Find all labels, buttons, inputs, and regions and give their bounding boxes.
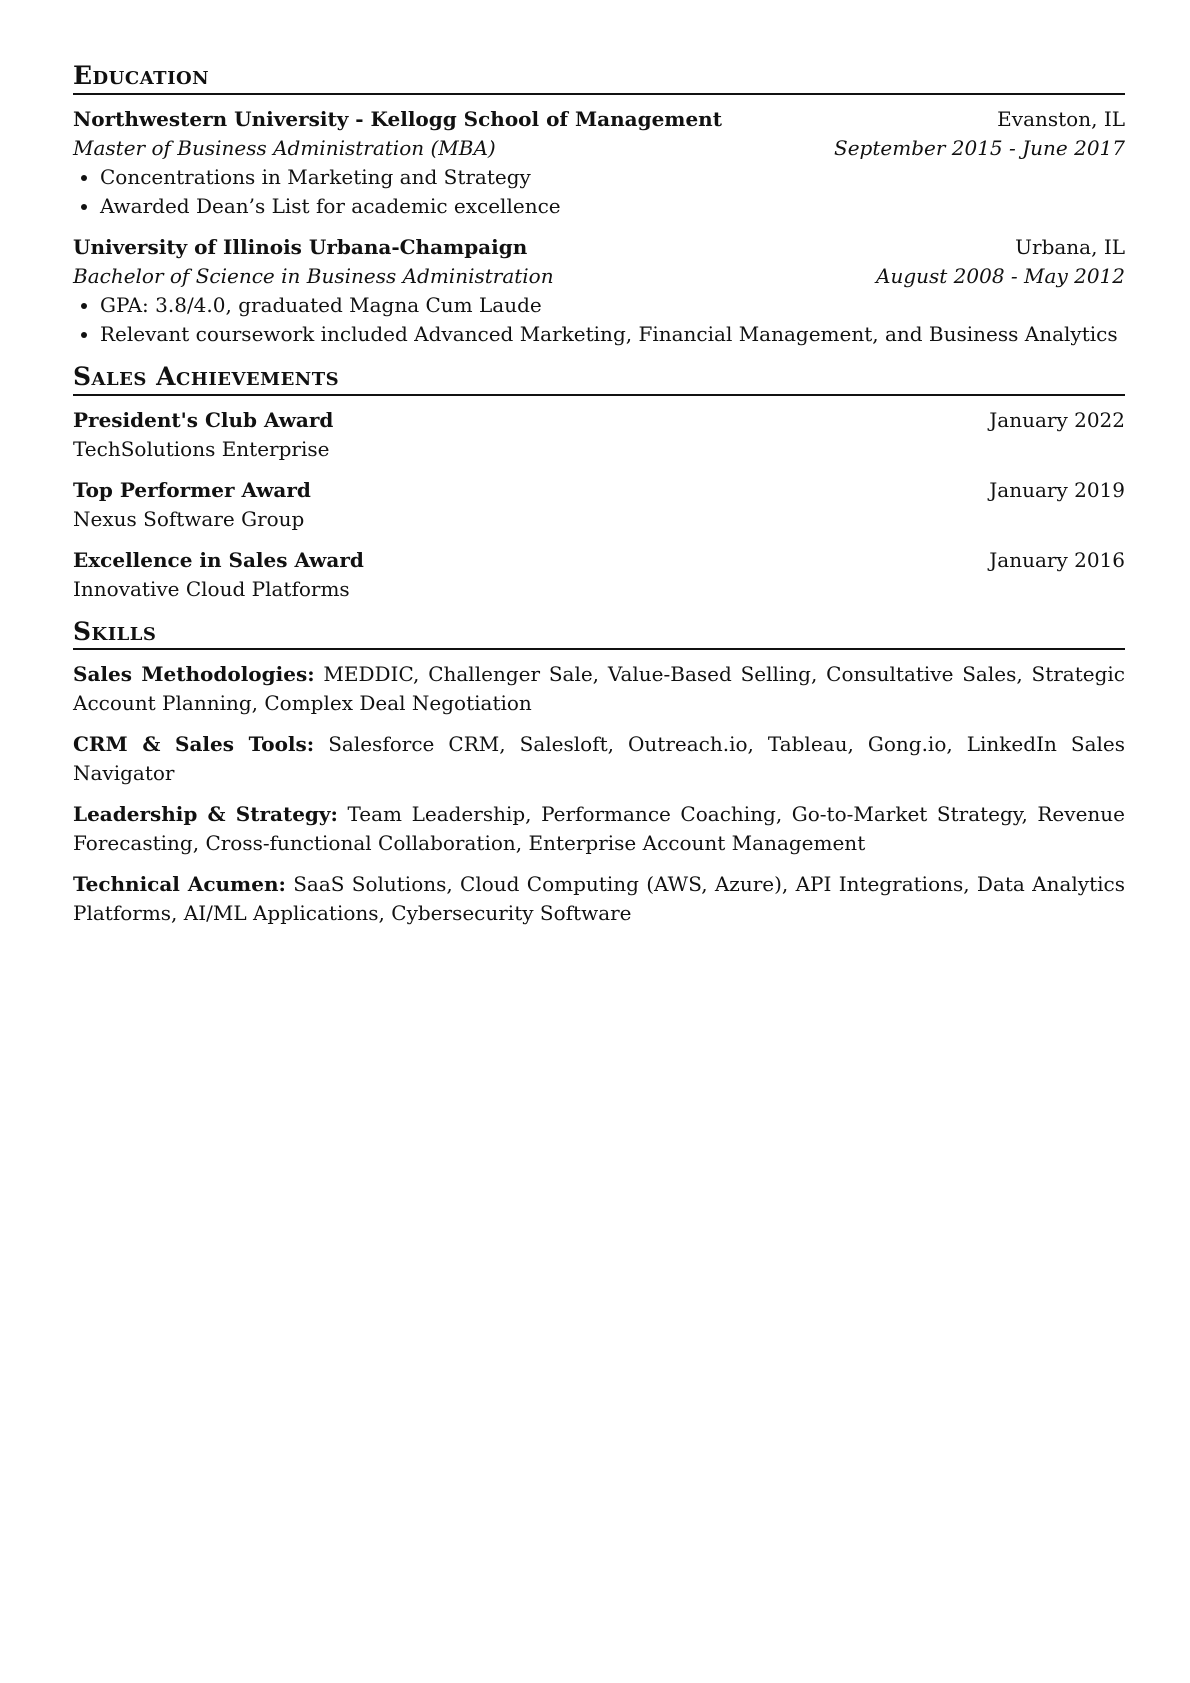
- achievements-section: [73, 363, 1125, 604]
- education-dates: September 2015 - June 2017: [834, 135, 1125, 160]
- education-dates: August 2008 - May 2012: [876, 263, 1125, 288]
- education-section: [73, 62, 1125, 349]
- achievements-heading: Sales Achievements: [73, 363, 1125, 396]
- bullet-item: • Relevant coursework included Advanced Marketing, Financial Management, and Business Analytics: [100, 320, 1125, 349]
- achievement-header-row: [73, 546, 1125, 575]
- skills-heading: Skills: [73, 618, 1125, 651]
- achievement-header-row: [73, 406, 1125, 435]
- award-name: President's Club Award: [73, 407, 334, 432]
- skill-label: Leadership & Strategy:: [73, 802, 338, 827]
- school-location: Evanston, IL: [997, 106, 1125, 131]
- skill-text: Salesforce CRM, Salesloft, Outreach.io, Tableau, Gong.io, LinkedIn Sales Navigator: [73, 732, 1126, 786]
- school-name: University of Illinois Urbana-Champaign: [73, 234, 528, 259]
- award-date: January 2022: [989, 407, 1125, 432]
- education-degree-row: [73, 134, 1125, 163]
- achievement-entry: [73, 546, 1125, 604]
- degree: Bachelor of Science in Business Administration: [73, 263, 554, 288]
- achievement-org-row: [73, 435, 1125, 464]
- skill-text: MEDDIC, Challenger Sale, Value-Based Selling, Consultative Sales, Strategic Account Planning, Complex Deal Negotiation: [73, 662, 1126, 716]
- skill-entry: [73, 870, 1125, 928]
- award-name: Top Performer Award: [73, 477, 311, 502]
- education-heading: Education: [73, 62, 1125, 95]
- award-name: Excellence in Sales Award: [73, 547, 364, 572]
- bullet-item: • Awarded Dean’s List for academic excellence: [100, 192, 1125, 221]
- award-date: January 2016: [989, 547, 1125, 572]
- education-header-row: [73, 105, 1125, 134]
- skill-label: Sales Methodologies:: [73, 662, 315, 687]
- skill-text: SaaS Solutions, Cloud Computing (AWS, Azure), API Integrations, Data Analytics Platforms, AI/ML Applications, Cybersecurity Software: [73, 872, 1125, 926]
- resume-page: [73, 62, 1125, 942]
- education-bullets: [73, 291, 1125, 349]
- skill-text: Team Leadership, Performance Coaching, Go-to-Market Strategy, Revenue Forecasting, Cross-functional Collaboration, Enterprise Account Management: [73, 802, 1126, 856]
- bullet-item: • Concentrations in Marketing and Strategy: [100, 163, 1125, 192]
- achievement-org-row: [73, 575, 1125, 604]
- education-header-row: [73, 233, 1125, 262]
- skills-section: [73, 618, 1125, 929]
- achievement-header-row: [73, 476, 1125, 505]
- degree: Master of Business Administration (MBA): [73, 135, 496, 160]
- skill-label: Technical Acumen:: [73, 872, 286, 897]
- skill-entry: [73, 800, 1125, 858]
- achievement-entry: [73, 406, 1125, 464]
- school-name: Northwestern University - Kellogg School of Management: [73, 106, 722, 131]
- education-entry: [73, 105, 1125, 221]
- education-degree-row: [73, 262, 1125, 291]
- education-entry: [73, 233, 1125, 349]
- school-location: Urbana, IL: [1015, 234, 1125, 259]
- award-org: TechSolutions Enterprise: [73, 436, 330, 461]
- skill-entry: [73, 730, 1125, 788]
- bullet-item: • GPA: 3.8/4.0, graduated Magna Cum Laude: [100, 291, 1125, 320]
- achievement-entry: [73, 476, 1125, 534]
- skill-label: CRM & Sales Tools:: [73, 732, 315, 757]
- award-date: January 2019: [989, 477, 1125, 502]
- award-org: Nexus Software Group: [73, 506, 305, 531]
- skill-entry: [73, 660, 1125, 718]
- award-org: Innovative Cloud Platforms: [73, 576, 350, 601]
- education-bullets: [73, 163, 1125, 221]
- achievement-org-row: [73, 505, 1125, 534]
